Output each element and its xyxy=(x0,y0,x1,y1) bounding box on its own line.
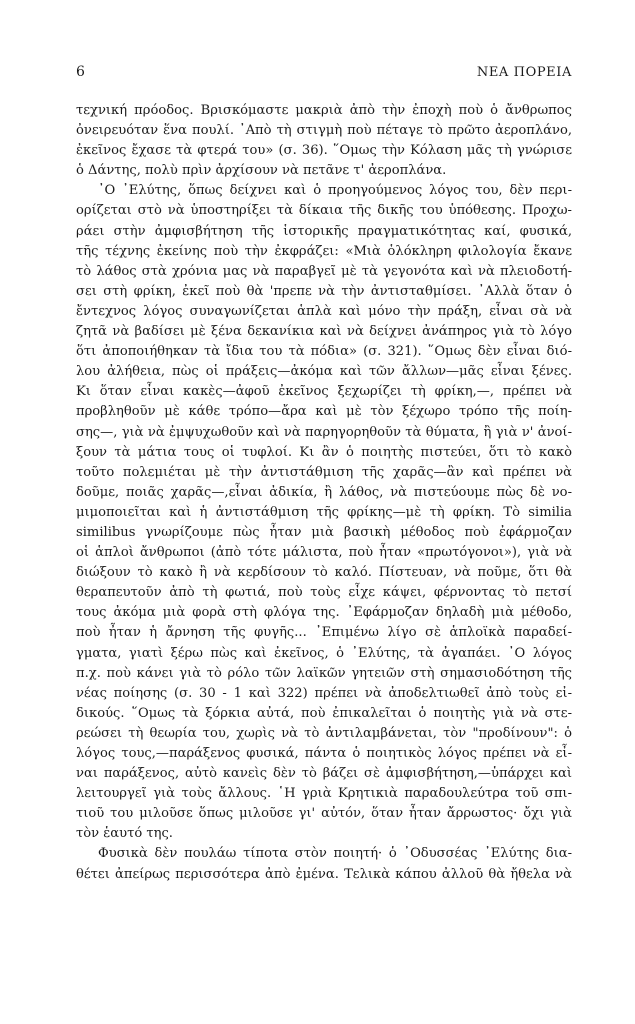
text-line: τους ἀκόμα μιὰ φορὰ στὴ φλόγα της. ᾿Εφάρμοζαν δηλαδὴ μιὰ μέθοδο, xyxy=(76,605,572,621)
text-line: ξουν τὰ μάτια τους οἱ τυφλοί. Κι ἂν ὁ ποιητὴς πιστεύει, ὅτι τὸ κακὸ xyxy=(76,444,572,460)
text-line: π.χ. ποὺ κάνει γιὰ τὸ ρόλο τῶν λαϊκῶν γητειῶν στὴ σημασιοδότηση τῆς xyxy=(76,665,572,681)
text-line: γματα, γιατὶ ξέρω πὼς καὶ ἐκεῖνος, ὁ ᾿Ελύτης, τὰ ἀγαπάει. ᾿Ο λόγος xyxy=(76,645,572,661)
text-line: ρεώσει τὴ θεωρία του, χωρὶς νὰ τὸ ἀντιλαμβάνεται, τὸν "προδίνουν": ὁ xyxy=(76,725,572,741)
text-line: ζητᾶ νὰ βαδίσει μὲ ξένα δεκανίκια καὶ νὰ δείχνει ἀνάπηρος γιὰ τὸ λόγο xyxy=(76,324,572,340)
text-line: Φυσικὰ δὲν πουλάω τίποτα στὸν ποιητή· ὁ ᾿Οδυσσέας ᾿Ελύτης δια- xyxy=(98,846,572,862)
text-line: ναι παράξενος, αὐτὸ κανεὶς δὲν τὸ βάζει σὲ ἀμφισβήτηση,—ὑπάρχει καὶ xyxy=(76,766,572,782)
body-text xyxy=(76,101,572,885)
text-line: ράει στὴν ἀμφισβήτηση τῆς ἱστορικῆς πραγματικότητας καί, φυσικά, xyxy=(76,223,572,239)
text-line: ἐκεῖνος ἔχασε τὰ φτερά του» (σ. 36). ῞Ομως τὴν Κόλαση μᾶς τὴ γνώρισε xyxy=(76,143,572,159)
text-line: σει στὴ φρίκη, ἐκεῖ ποὺ θὰ 'πρεπε νὰ τὴν ἀντισταθμίσει. ᾿Αλλὰ ὅταν ὁ xyxy=(76,283,572,299)
page-header xyxy=(76,64,572,90)
text-line: Κι ὅταν εἶναι κακὲς—ἀφοῦ ἐκεῖνος ξεχωρίζει τὴ φρίκη,—, πρέπει νὰ xyxy=(76,384,572,400)
text-line: ποὺ ἦταν ἡ ἄρνηση τῆς φυγῆς... ᾿Επιμένω λίγο σὲ ἁπλοϊκὰ παραδεί- xyxy=(76,625,572,641)
text-line: οἱ ἁπλοὶ ἄνθρωποι (ἀπὸ τότε μάλιστα, ποὺ ἦταν «πρωτόγονοι»), γιὰ νὰ xyxy=(76,545,572,561)
text-line: λου ἀλήθεια, πὼς οἱ πράξεις—ἀκόμα καὶ τῶν ἄλλων—μᾶς εἶναι ξένες. xyxy=(76,364,572,380)
text-line: τεχνική πρόοδος. Βρισκόμαστε μακριὰ ἀπὸ τὴν ἐποχὴ ποὺ ὁ ἄνθρωπος xyxy=(76,103,572,118)
text-line: τὸ λάθος στὰ χρόνια μας νὰ παραβγεῖ μὲ τὰ γεγονότα καὶ νὰ πλειοδοτή- xyxy=(76,263,572,279)
text-line: ορίζεται στὸ νὰ ὑποστηρίξει τὰ δίκαια τῆς δικῆς του ὑπόθεσης. Προχω- xyxy=(76,203,572,219)
text-line: ὅτι ἀποποιήθηκαν τὰ ἴδια του τὰ πόδια» (σ. 321). ῞Ομως δὲν εἶναι διό- xyxy=(76,344,572,360)
text-line: νέας ποίησης (σ. 30 - 1 καὶ 322) πρέπει νὰ ἀποδελτιωθεῖ ἀπὸ τοὺς εἰ- xyxy=(76,685,572,701)
text-line: ἔντεχνος λόγος συναγωνίζεται ἁπλὰ καὶ μόνο τὴν πράξη, εἶναι σὰ νὰ xyxy=(76,303,572,319)
text-line: διώξουν τὸ κακὸ ἢ νὰ κερδίσουν τὸ καλό. Πίστευαν, νὰ ποῦμε, ὅτι θὰ xyxy=(76,565,572,581)
text-line: τὸν ἑαυτό της. xyxy=(76,826,173,842)
text-line: τιοῦ του μιλοῦσε ὅπως μιλοῦσε γι' αὐτόν, ὅταν ἦταν ἄρρωστος· ὄχι γιὰ xyxy=(76,806,572,822)
text-line: θεραπευτοῦν ἀπὸ τὴ φωτιά, ποὺ τοὺς εἶχε κάψει, φέρνοντας τὸ πετσί xyxy=(76,585,572,601)
text-line: λόγος τους,—παράξενος φυσικά, πάντα ὁ ποιητικὸς λόγος πρέπει νὰ εἶ- xyxy=(76,746,572,761)
text-line: σης—, γιὰ νὰ ἐμψυχωθοῦν καὶ νὰ παρηγορηθοῦν τὰ θύματα, ἢ γιὰ ν' ἀνοί- xyxy=(76,424,572,440)
text-line: δικούς. ῞Ομως τὰ ξόρκια αὐτά, ποὺ ἐπικαλεῖται ὁ ποιητὴς γιὰ νὰ στε- xyxy=(76,705,572,721)
text-line: λειτουργεῖ γιὰ τοὺς ἄλλους. ῾Η γριὰ Κρητικιὰ παραδουλεύτρα τοῦ σπι- xyxy=(76,786,572,802)
text-line: τῆς τέχνης ἐκείνης ποὺ τὴν ἐκφράζει: «Μιὰ ὁλόκληρη φιλολογία ἔκανε xyxy=(76,243,572,259)
text-line: δοῦμε, ποιᾶς χαρᾶς—,εἶναι ἀδικία, ἢ λάθος, νὰ πιστεύουμε πὼς δὲ νο- xyxy=(76,484,572,500)
book-page xyxy=(76,64,572,885)
text-line: θέτει ἀπείρως περισσότερα ἀπὸ ἐμένα. Τελικὰ κάπου ἀλλοῦ θὰ ἤθελα νὰ xyxy=(76,866,572,882)
text-line: μιμοποιεῖται καὶ ἡ ἀντιστάθμιση τῆς φρίκης—μὲ τὴ φρίκη. Τὸ similia xyxy=(76,504,572,520)
text-line: ᾿Ο ᾿Ελύτης, ὅπως δείχνει καὶ ὁ προηγούμενος λόγος του, δὲν περι- xyxy=(98,183,572,199)
text-line: τοῦτο πολεμιέται μὲ τὴν ἀντιστάθμιση τῆς χαρᾶς—ἂν καὶ πρέπει νὰ xyxy=(76,464,572,480)
running-head: ΝΕΑ ΠΟΡΕΙΑ xyxy=(476,65,572,80)
text-line: ὁ Δάντης, πολὺ πρὶν ἀρχίσουν νὰ πετᾶνε τ' ἀεροπλάνα. xyxy=(76,163,447,179)
text-line: προβληθοῦν μὲ κάθε τρόπο—ἄρα καὶ μὲ τὸν ξέχωρο τρόπο τῆς ποίη- xyxy=(76,404,572,420)
text-line: similibus γνωρίζουμε πὼς ἦταν μιὰ βασικὴ μέθοδος ποὺ ἐφάρμοζαν xyxy=(76,524,572,540)
page-number: 6 xyxy=(76,64,85,80)
text-line: ὀνειρευόταν ἕνα πουλί. ᾿Απὸ τὴ στιγμὴ ποὺ πέταγε τὸ πρῶτο ἀεροπλάνο, xyxy=(76,123,572,139)
